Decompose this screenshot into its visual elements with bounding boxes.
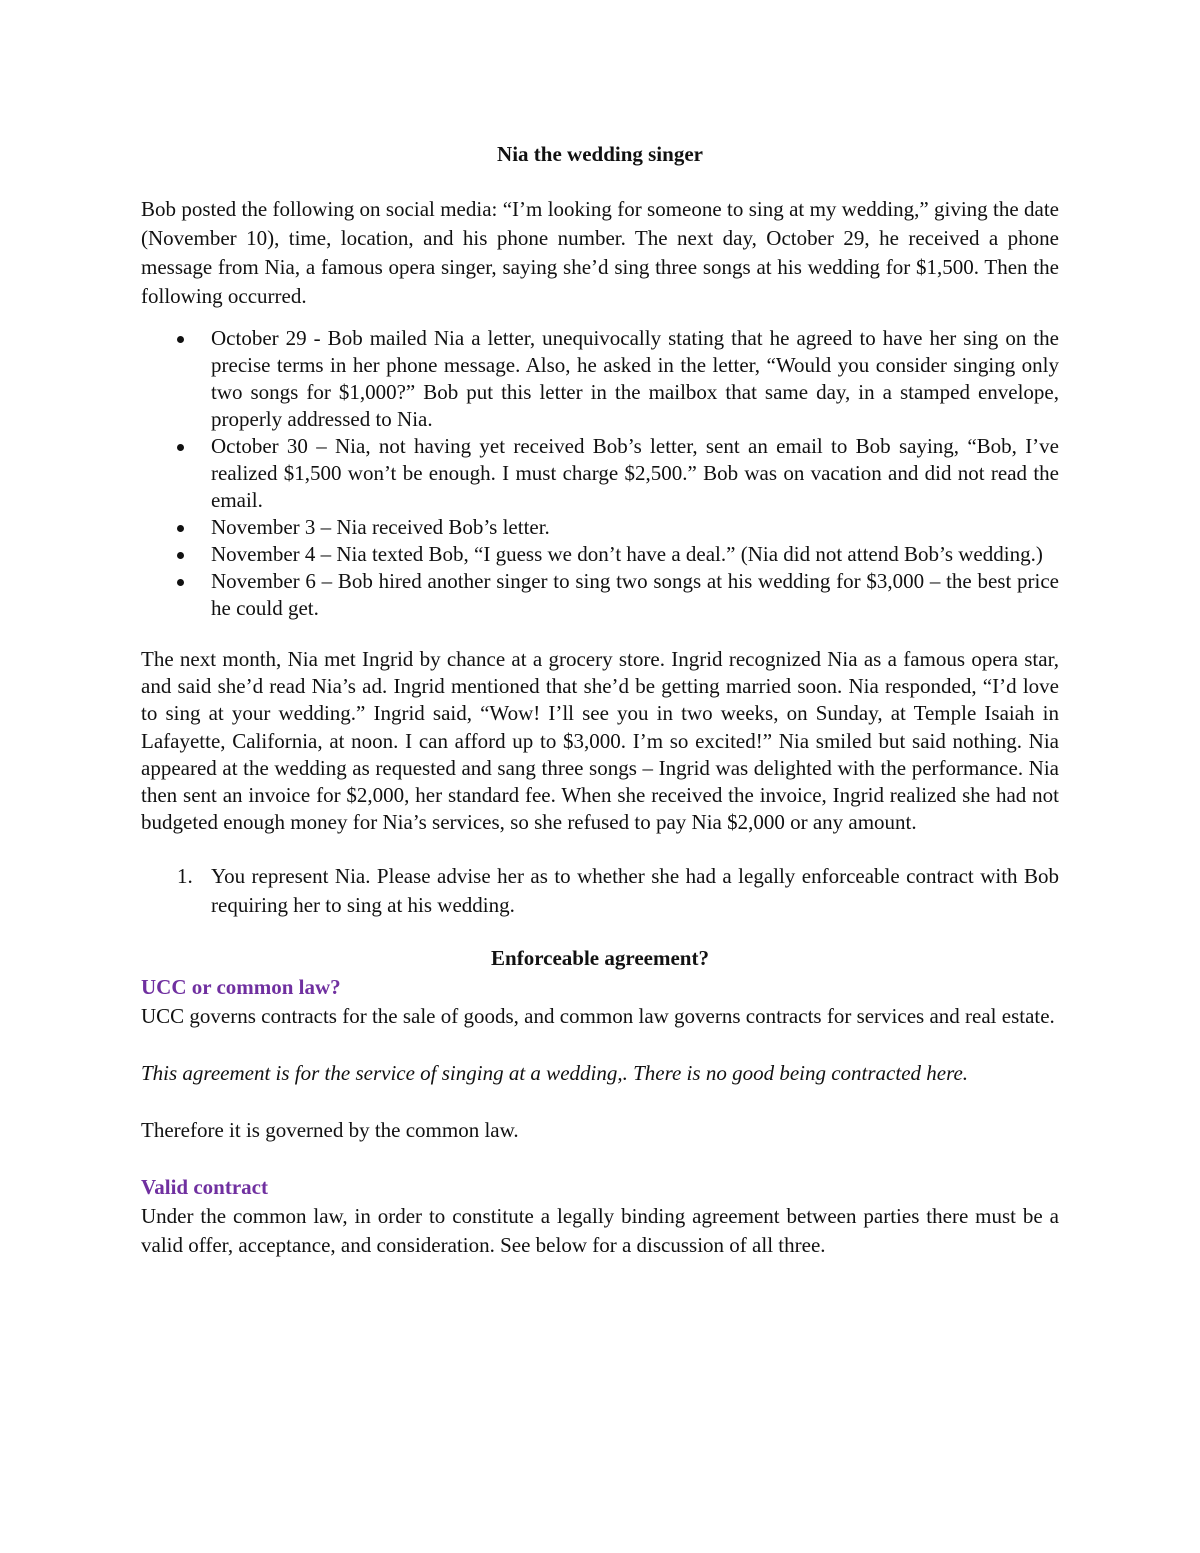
list-item-text: November 3 – Nia received Bob’s letter. bbox=[211, 515, 550, 539]
list-item-text: October 30 – Nia, not having yet received Bob’s letter, sent an email to Bob saying, “Bob, I’ve realized $1,500 won’t be enough. I must charge $2,500.” Bob was on vacation and did not read the email. bbox=[211, 434, 1059, 512]
ucc-paragraph: UCC governs contracts for the sale of goods, and common law governs contracts for services and real estate. bbox=[141, 1004, 1055, 1029]
ucc-heading: UCC or common law? bbox=[141, 975, 341, 1000]
list-item-text: November 6 – Bob hired another singer to sing two songs at his wedding for $3,000 – the best price he could get. bbox=[211, 569, 1059, 620]
questions-list bbox=[141, 862, 1059, 920]
ucc-conclusion: Therefore it is governed by the common law. bbox=[141, 1118, 519, 1143]
list-item-text: October 29 - Bob mailed Nia a letter, unequivocally stating that he agreed to have her sing on the precise terms in her phone message. Also, he asked in the letter, “Would you consider singing only two songs for $1,000?” Bob put this letter in the mailbox that same day, in a stamped envelope, properly addressed to Nia. bbox=[211, 326, 1059, 431]
bullet-icon bbox=[177, 525, 184, 532]
question-number: 1. bbox=[177, 864, 193, 889]
document-title: Nia the wedding singer bbox=[497, 142, 703, 166]
list-item-text: November 4 – Nia texted Bob, “I guess we don’t have a deal.” (Nia did not attend Bob’s wedding.) bbox=[211, 542, 1043, 566]
bullet-icon bbox=[177, 552, 184, 559]
list-item bbox=[141, 541, 1059, 568]
bullet-icon bbox=[177, 336, 184, 343]
bullet-icon bbox=[177, 444, 184, 451]
valid-contract-heading: Valid contract bbox=[141, 1175, 268, 1200]
document-page bbox=[141, 140, 1059, 1260]
events-list bbox=[141, 325, 1059, 622]
list-item bbox=[141, 433, 1059, 514]
question-item bbox=[141, 862, 1059, 920]
section-heading: Enforceable agreement? bbox=[491, 946, 709, 971]
ucc-italic-paragraph: This agreement is for the service of singing at a wedding,. There is no good being contracted here. bbox=[141, 1061, 969, 1086]
story-paragraph: The next month, Nia met Ingrid by chance at a grocery store. Ingrid recognized Nia as a famous opera star, and said she’d read Nia’s ad. Ingrid mentioned that she’d be getting married soon. Nia responded, “I’d love to sing at your wedding.” Ingrid said, “Wow! I’ll see you in two weeks, on Sunday, at Temple Isaiah in Lafayette, California, at noon. I can afford up to $3,000. I’m so excited!” Nia smiled but said nothing. Nia appeared at the wedding as requested and sang three songs – Ingrid was delighted with the performance. Nia then sent an invoice for $2,000, her standard fee. When she received the invoice, Ingrid realized she had not budgeted enough money for Nia’s services, so she refused to pay Nia $2,000 or any amount. bbox=[141, 647, 1059, 835]
list-item bbox=[141, 514, 1059, 541]
intro-paragraph: Bob posted the following on social media: “I’m looking for someone to sing at my wedding,” giving the date (November 10), time, location, and his phone number. The next day, October 29, he received a phone message from Nia, a famous opera singer, saying she’d sing three songs at his wedding for $1,500. Then the following occurred. bbox=[141, 197, 1059, 308]
list-item bbox=[141, 568, 1059, 622]
list-item bbox=[141, 325, 1059, 433]
bullet-icon bbox=[177, 579, 184, 586]
question-text: You represent Nia. Please advise her as to whether she had a legally enforceable contract with Bob requiring her to sing at his wedding. bbox=[211, 864, 1059, 918]
valid-contract-paragraph: Under the common law, in order to constitute a legally binding agreement between parties there must be a valid offer, acceptance, and consideration. See below for a discussion of all three. bbox=[141, 1204, 1059, 1258]
